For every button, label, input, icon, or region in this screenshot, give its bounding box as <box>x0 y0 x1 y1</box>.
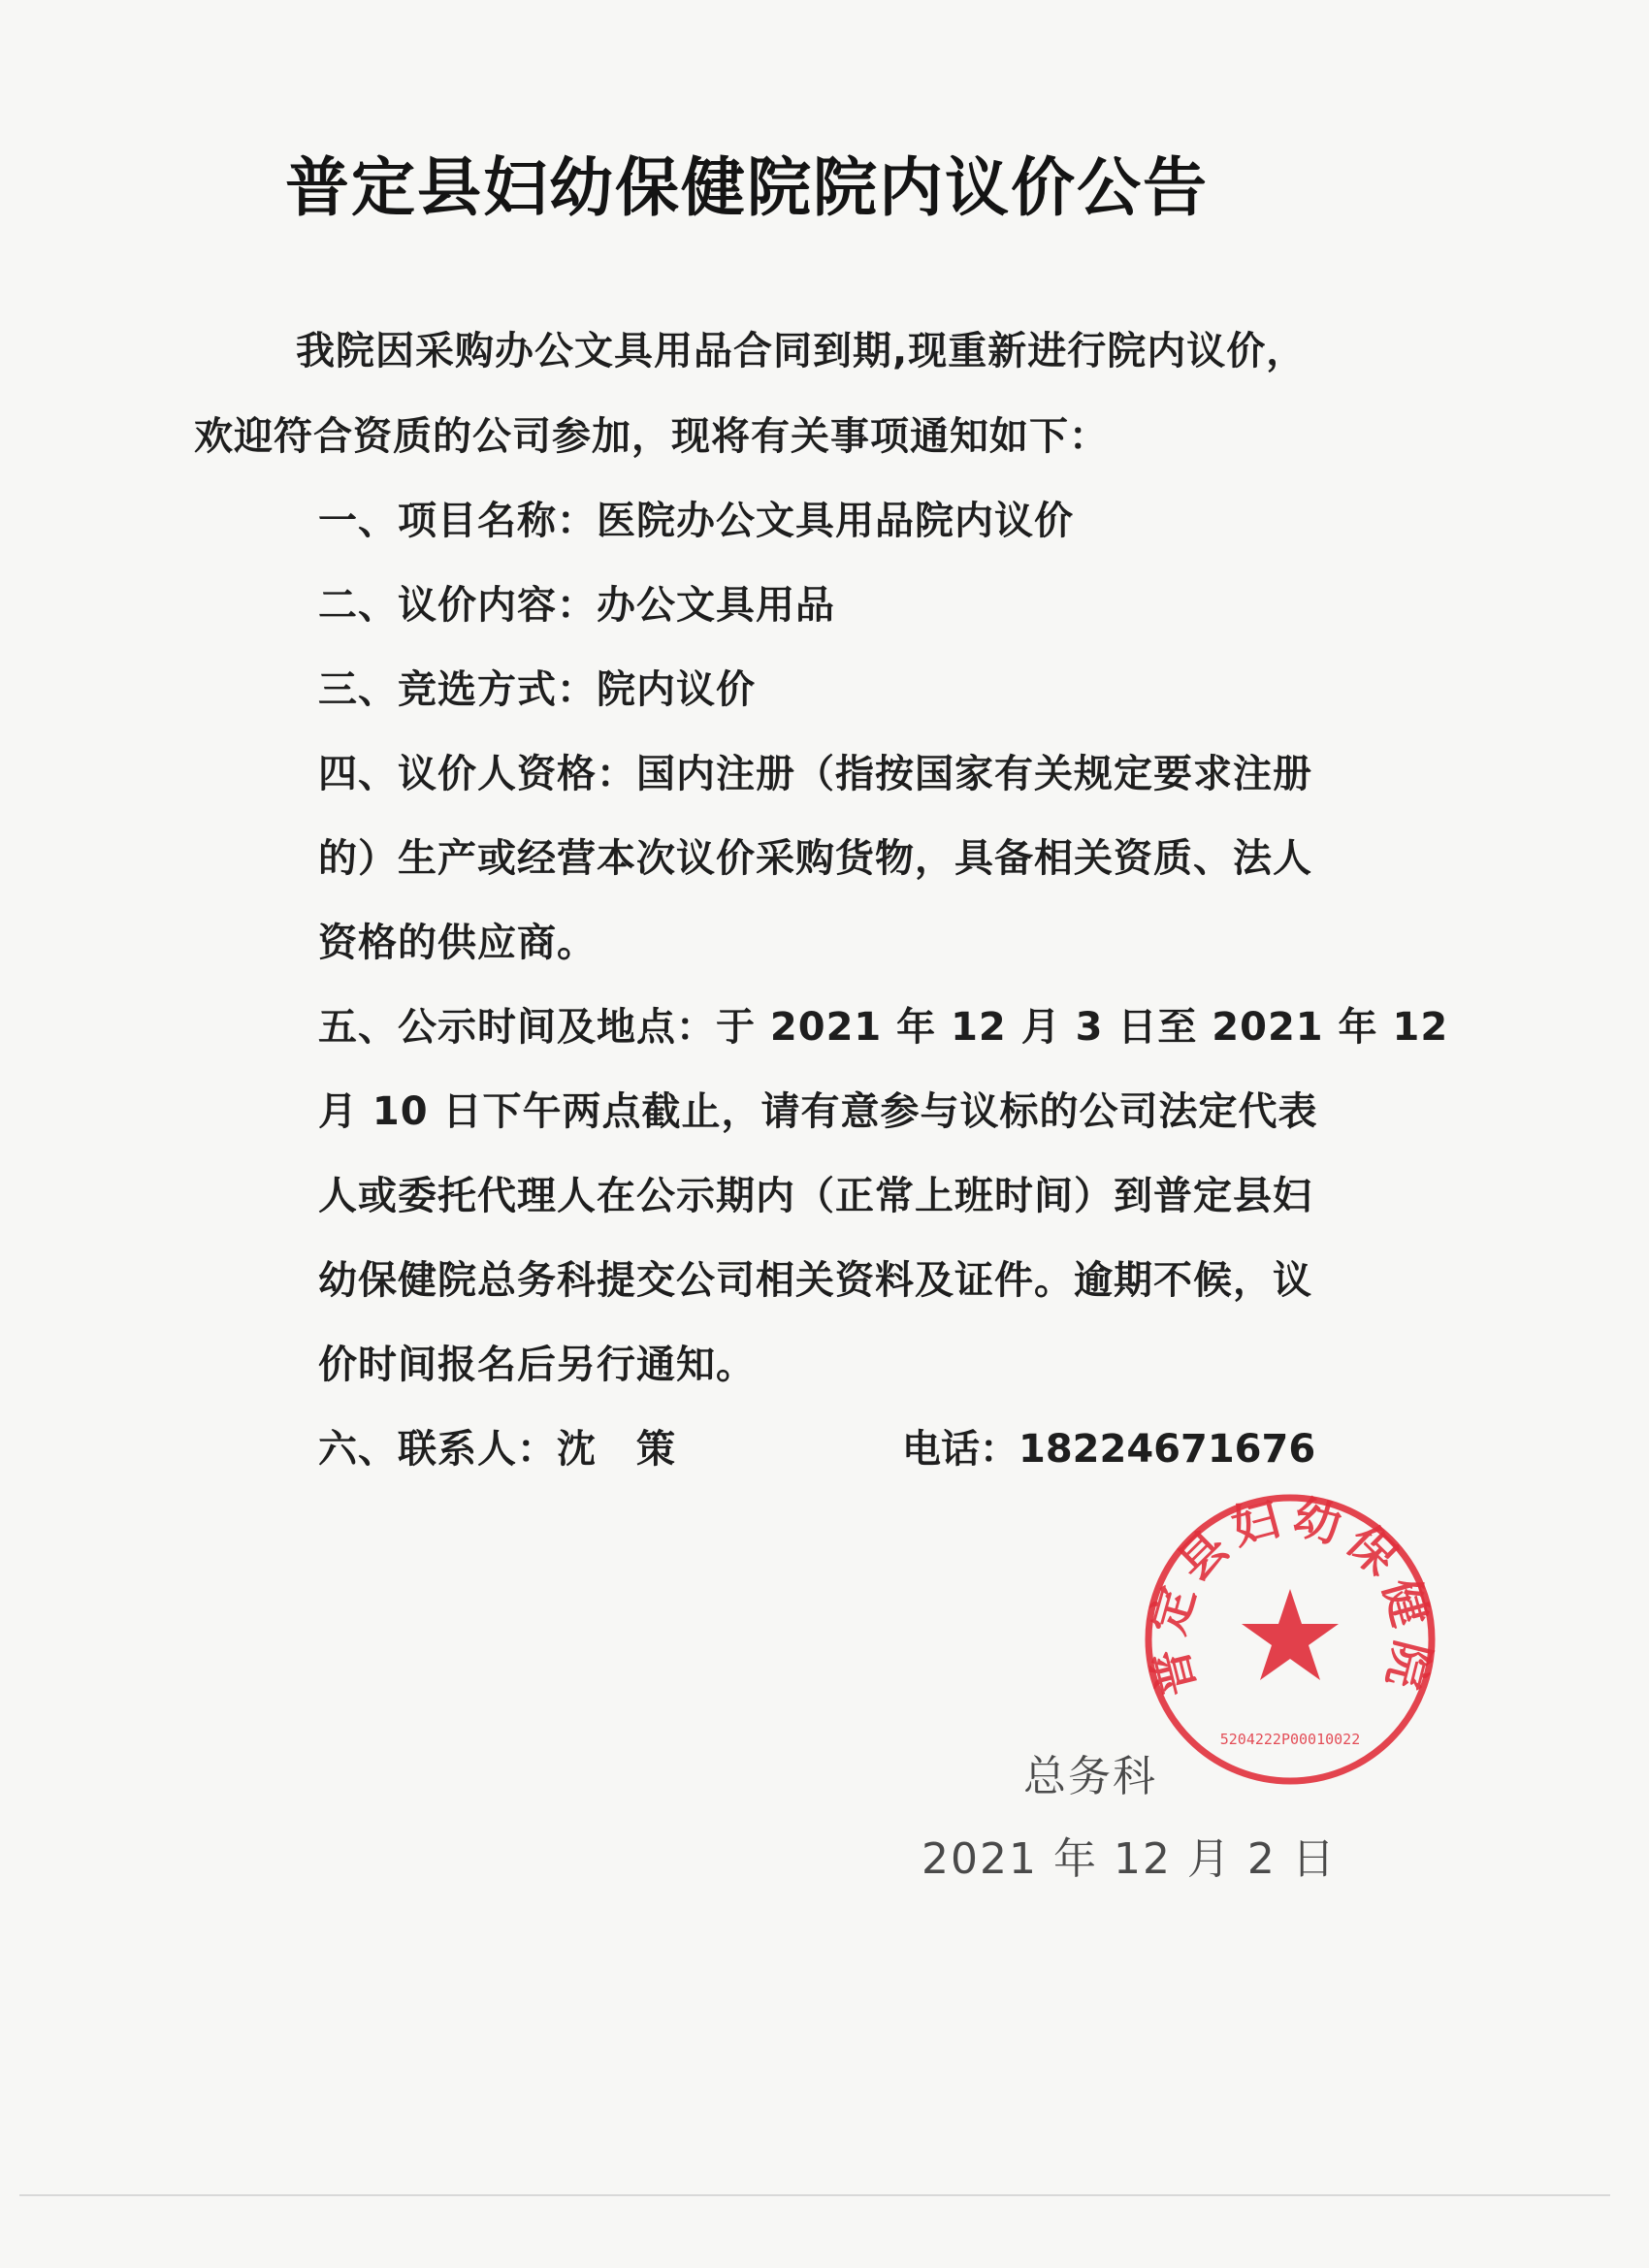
item-line-11: 价时间报名后另行通知。 <box>318 1343 756 1387</box>
official-seal-icon <box>1135 1484 1445 1795</box>
page-bottom-rule <box>19 2194 1610 2196</box>
contact-person: 六、联系人：沈 策 <box>318 1427 676 1472</box>
item-line-1: 一、项目名称：医院办公文具用品院内议价 <box>318 499 1074 543</box>
item-line-7: 五、公示时间及地点：于 2021 年 12 月 3 日至 2021 年 12 <box>318 1005 1449 1050</box>
item-line-5: 的）生产或经营本次议价采购货物，具备相关资质、法人 <box>318 836 1312 881</box>
item-line-2: 二、议价内容：办公文具用品 <box>318 583 835 628</box>
intro-line-2: 欢迎符合资质的公司参加，现将有关事项通知如下： <box>194 414 1109 459</box>
item-line-9: 人或委托代理人在公示期内（正常上班时间）到普定县妇 <box>318 1174 1312 1218</box>
page-title: 普定县妇幼保健院院内议价公告 <box>285 150 1209 225</box>
intro-line-1: 我院因采购办公文具用品合同到期,现重新进行院内议价， <box>296 329 1307 373</box>
svg-text:5204222P00010022: 5204222P00010022 <box>1219 1731 1361 1748</box>
item-line-6: 资格的供应商。 <box>318 921 597 965</box>
signature-date: 2021 年 12 月 2 日 <box>922 1834 1337 1884</box>
item-line-4: 四、议价人资格：国内注册（指按国家有关规定要求注册 <box>318 752 1312 796</box>
contact-phone: 电话：18224671676 <box>902 1427 1316 1472</box>
svg-text:普定县妇幼保健院: 普定县妇幼保健院 <box>1140 1489 1440 1701</box>
item-line-3: 三、竞选方式：院内议价 <box>318 667 756 712</box>
item-line-10: 幼保健院总务科提交公司相关资料及证件。逾期不候，议 <box>318 1258 1312 1303</box>
item-line-8: 月 10 日下午两点截止，请有意参与议标的公司法定代表 <box>318 1089 1318 1134</box>
signature-department: 总务科 <box>1023 1752 1157 1801</box>
